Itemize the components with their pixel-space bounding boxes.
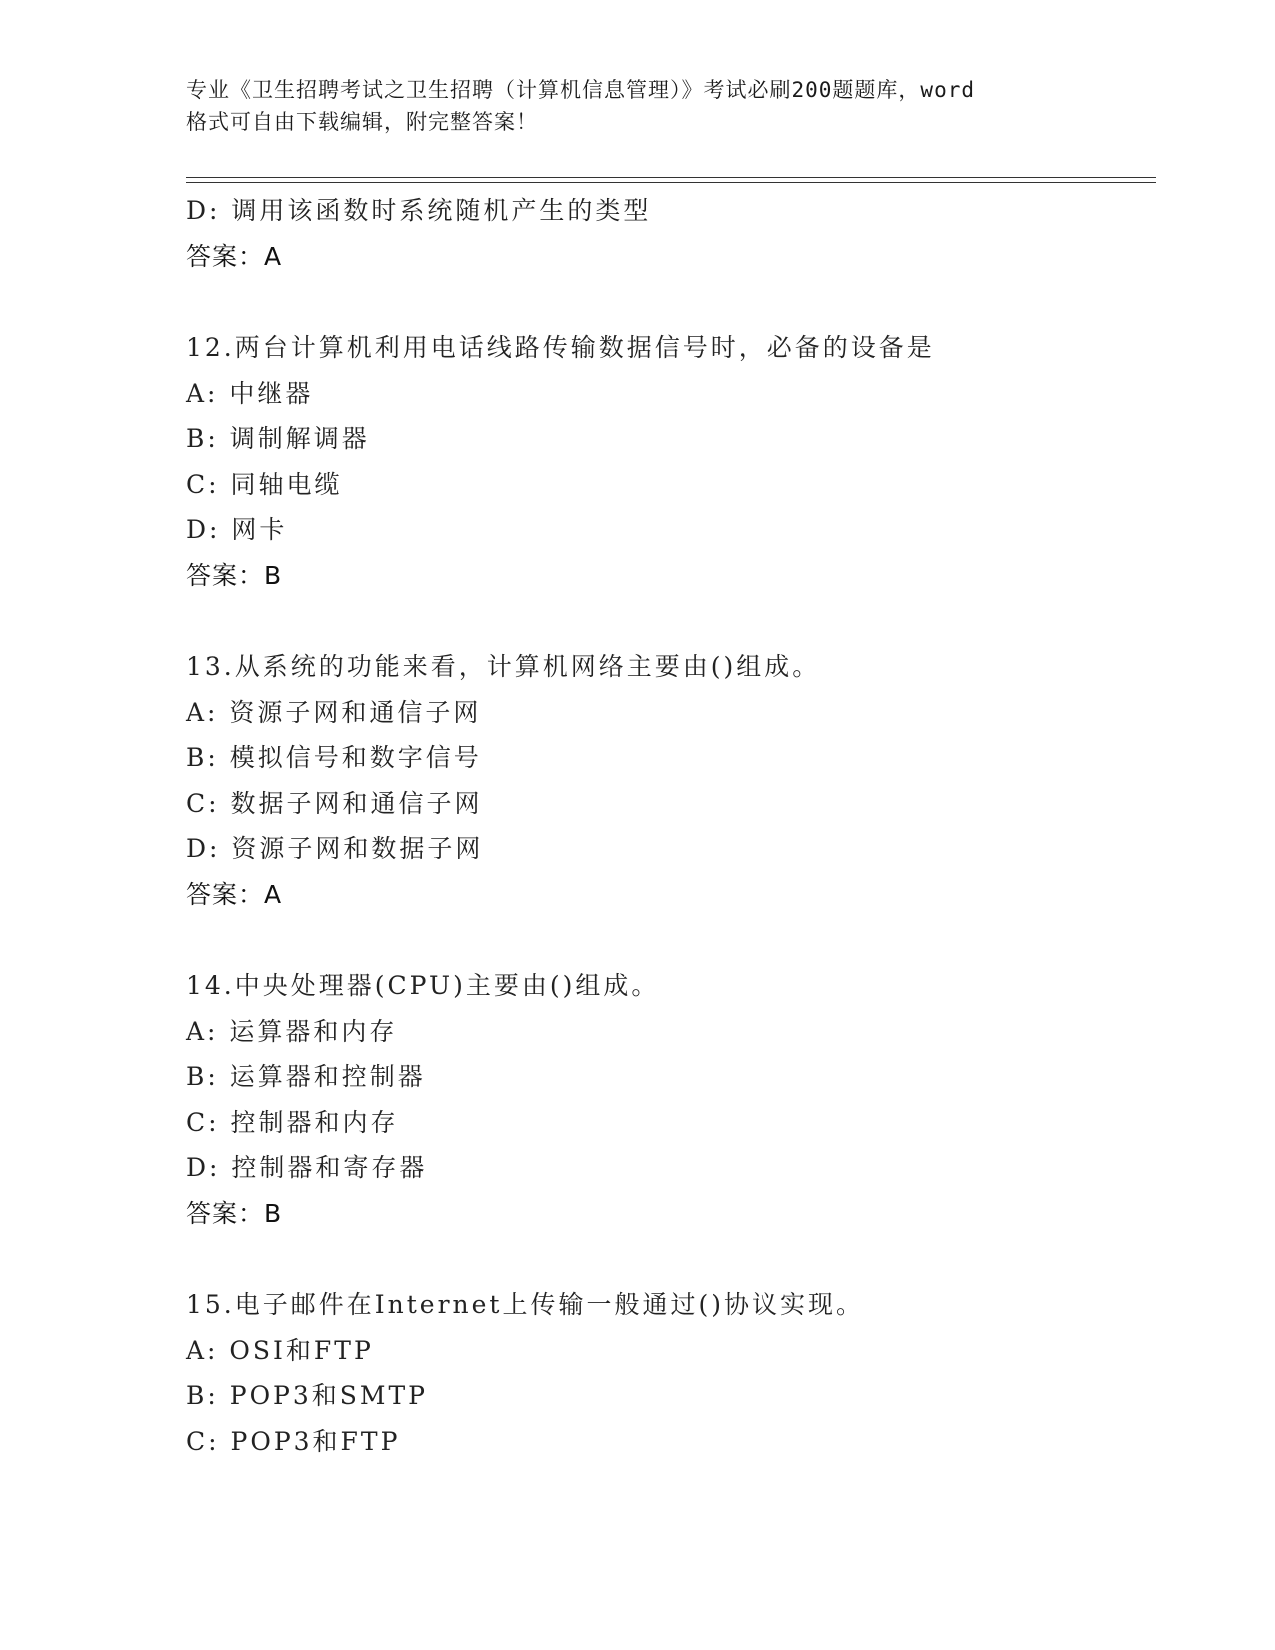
spacer <box>186 598 1156 644</box>
option-b: B: 模拟信号和数字信号 <box>186 743 482 772</box>
answer: 答案：A <box>186 241 283 271</box>
spacer <box>186 1236 1156 1282</box>
answer: 答案：B <box>186 1198 283 1228</box>
answer: 答案：A <box>186 879 283 909</box>
header-divider-bottom <box>186 182 1156 183</box>
question-stem: 12.两台计算机利用电话线路传输数据信号时，必备的设备是 <box>186 333 935 362</box>
option-c: C: 数据子网和通信子网 <box>186 788 483 818</box>
question-stem: 14.中央处理器(CPU)主要由()组成。 <box>186 971 660 1000</box>
header-line-1: 专业《卫生招聘考试之卫生招聘（计算机信息管理）》考试必刷200题题库，word <box>186 78 975 102</box>
question-12 <box>186 325 1156 598</box>
option-a: A: 运算器和内存 <box>186 1016 398 1046</box>
question-15 <box>186 1282 1156 1464</box>
option-a: A: 资源子网和通信子网 <box>186 697 482 727</box>
header-line-2: 格式可自由下载编辑，附完整答案！ <box>186 110 538 134</box>
spacer <box>186 279 1156 325</box>
question-stem: 13.从系统的功能来看，计算机网络主要由()组成。 <box>186 652 821 681</box>
option-a: A: 中继器 <box>186 378 314 408</box>
question-14 <box>186 963 1156 1236</box>
option-c: C: POP3和FTP <box>186 1426 401 1456</box>
option-d: D: 控制器和寄存器 <box>186 1153 428 1182</box>
spacer <box>186 917 1156 963</box>
option-b: B: 运算器和控制器 <box>186 1062 426 1091</box>
option-b: B: POP3和SMTP <box>186 1381 429 1410</box>
option-c: C: 控制器和内存 <box>186 1107 399 1137</box>
answer: 答案：B <box>186 560 283 590</box>
question-11-tail <box>186 188 1156 279</box>
option-b: B: 调制解调器 <box>186 424 370 453</box>
document-header <box>186 74 1086 138</box>
option-a: A: OSI和FTP <box>186 1335 374 1365</box>
option-c: C: 同轴电缆 <box>186 469 343 499</box>
option-d: D: 资源子网和数据子网 <box>186 834 484 863</box>
question-13 <box>186 644 1156 917</box>
question-stem: 15.电子邮件在Internet上传输一般通过()协议实现。 <box>186 1290 864 1319</box>
header-divider-top <box>186 177 1156 178</box>
option-d: D: 网卡 <box>186 515 288 544</box>
question-list <box>186 188 1156 1464</box>
option-d: D: 调用该函数时系统随机产生的类型 <box>186 196 652 225</box>
